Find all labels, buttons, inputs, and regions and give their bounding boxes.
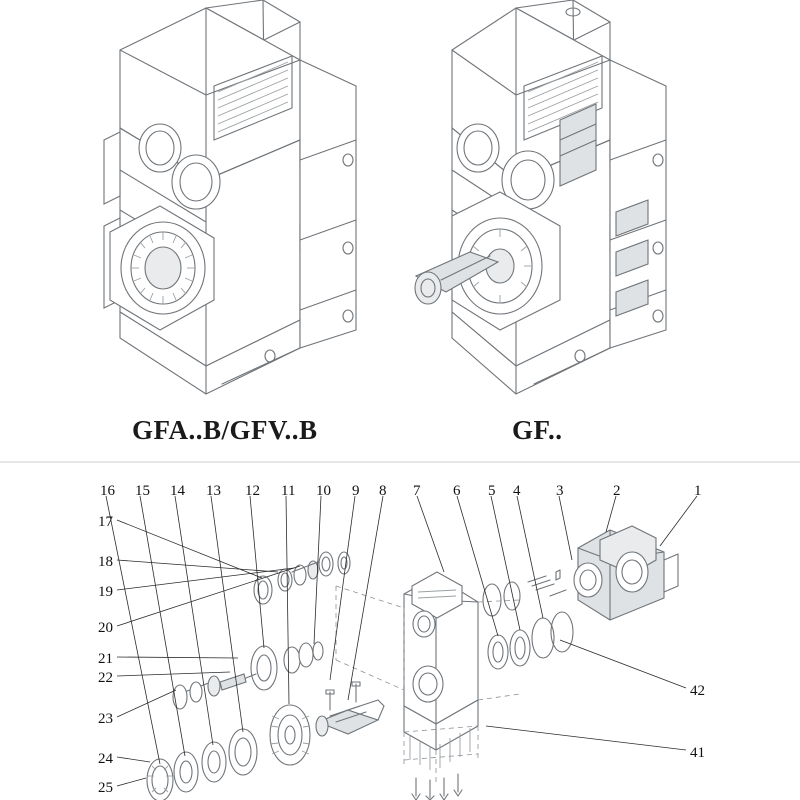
callout-number-12: 12 bbox=[245, 483, 260, 499]
callout-number-18: 18 bbox=[98, 554, 113, 570]
figure-caption-left: GFA..B/GFV..B bbox=[132, 415, 318, 445]
callout-number-20: 20 bbox=[98, 620, 113, 636]
callout-number-10: 10 bbox=[316, 483, 331, 499]
callout-number-17: 17 bbox=[98, 514, 113, 530]
callout-number-2: 2 bbox=[613, 483, 621, 499]
callout-number-22: 22 bbox=[98, 670, 113, 686]
right-gear-unit-drawing bbox=[415, 0, 666, 394]
callout-number-9: 9 bbox=[352, 483, 360, 499]
exploded-assembly-drawing bbox=[106, 496, 697, 800]
callout-number-21: 21 bbox=[98, 651, 113, 667]
figure-caption-right: GF.. bbox=[512, 415, 563, 445]
callout-number-4: 4 bbox=[513, 483, 521, 499]
callout-number-3: 3 bbox=[556, 483, 564, 499]
left-gear-unit-drawing bbox=[104, 0, 356, 394]
callout-number-41: 41 bbox=[690, 745, 705, 761]
callout-number-19: 19 bbox=[98, 584, 113, 600]
callout-number-23: 23 bbox=[98, 711, 113, 727]
callout-number-7: 7 bbox=[413, 483, 421, 499]
callout-number-42: 42 bbox=[690, 683, 705, 699]
callout-number-11: 11 bbox=[281, 483, 296, 499]
callout-number-13: 13 bbox=[206, 483, 221, 499]
callout-number-6: 6 bbox=[453, 483, 461, 499]
callout-number-15: 15 bbox=[135, 483, 150, 499]
callout-number-14: 14 bbox=[170, 483, 185, 499]
callout-number-25: 25 bbox=[98, 780, 113, 796]
callout-number-1: 1 bbox=[694, 483, 702, 499]
callout-number-16: 16 bbox=[100, 483, 115, 499]
callout-number-5: 5 bbox=[488, 483, 496, 499]
callout-number-8: 8 bbox=[379, 483, 387, 499]
callout-number-24: 24 bbox=[98, 751, 113, 767]
